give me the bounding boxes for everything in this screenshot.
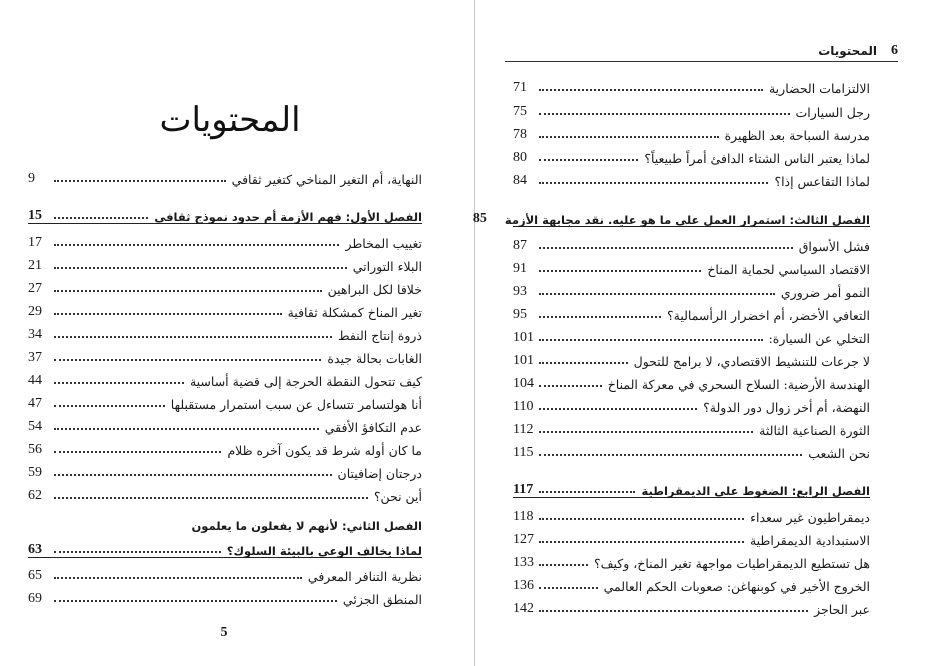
leader-dots [54,551,221,553]
entry-page: 91 [513,261,527,276]
entry-label: الالتزامات الحضارية [768,80,870,96]
leader-dots [54,600,337,602]
entry-page: 75 [513,104,527,119]
entry-page: 9 [28,171,35,186]
toc-entry [28,166,422,186]
leader-dots [539,518,744,520]
toc-entry [28,299,422,319]
leader-dots [54,290,322,292]
entry-page: 56 [28,442,42,457]
entry-page: 101 [513,330,534,345]
leader-dots [539,362,628,364]
left-page [0,0,474,666]
entry-label: مدرسة السباحة بعد الظهيرة [724,127,870,143]
toc-entry [513,302,870,322]
chapter-heading [513,476,870,498]
leader-dots [54,474,332,476]
leader-dots [539,454,802,456]
leader-dots [539,182,768,184]
toc-entry [28,230,422,250]
leader-dots [539,293,775,295]
entry-label: عبر الحاجز [814,601,870,617]
leader-dots [54,359,321,361]
page-number: 5 [220,625,228,640]
leader-dots [539,113,790,115]
leader-dots [54,244,339,246]
leader-dots [539,541,744,543]
leader-dots [54,451,221,453]
toc-entry [28,437,422,457]
leader-dots [54,428,319,430]
entry-page: 115 [513,445,534,460]
entry-page: 104 [513,376,534,391]
leader-dots [54,313,282,315]
toc-entry [28,345,422,365]
chapter-heading-line [28,514,422,532]
leader-dots [54,577,302,579]
toc-entry [513,371,870,391]
leader-dots [539,339,763,341]
toc-entry [28,414,422,434]
toc-entry [513,573,870,593]
entry-label: نظرية التنافر المعرفي [307,568,422,584]
entry-page: 118 [513,509,534,524]
chapter-label: الفصل الثالث: استمرار العمل على ما هو عليه. نقد مجابهة الأزمة [504,212,870,227]
running-head-title: المحتويات [818,44,877,58]
entry-label: أين نحن؟ [373,488,422,504]
entry-label: الاقتصاد السياسي لحماية المناخ [707,261,870,277]
chapter-label: الفصل الرابع: الضغوط على الديمقراطية [641,483,870,498]
chapter-heading [28,536,422,558]
entry-page: 29 [28,304,42,319]
leader-dots [539,270,701,272]
entry-label: هل تستطيع الديمقراطيات مواجهة تغير المناخ، وكيف؟ [593,555,870,571]
entry-page: 142 [513,601,534,616]
entry-page: 21 [28,258,42,273]
toc-entry [28,483,422,503]
entry-page: 136 [513,578,534,593]
leader-dots [54,267,347,269]
entry-page: 37 [28,350,42,365]
chapter-page: 63 [28,542,42,557]
entry-label: الغابات بحالة جيدة [327,350,422,366]
leader-dots [539,431,753,433]
entry-label: ذروة إنتاج النفط [338,327,422,343]
entry-label: الثورة الصناعية الثالثة [759,422,870,438]
leader-dots [539,408,697,410]
entry-page: 44 [28,373,42,388]
toc-entry [28,368,422,388]
toc-entry [513,168,870,188]
chapter-heading [472,205,870,227]
toc-entry [513,394,870,414]
toc-entry [513,279,870,299]
chapter-heading [28,202,422,224]
entry-label: تغير المناخ كمشكلة ثقافية [287,304,422,320]
leader-dots [54,180,226,182]
toc-entry [513,256,870,276]
leader-dots [539,385,602,387]
entry-label: رجل السيارات [795,104,870,120]
entry-label: لماذا يعتبر الناس الشتاء الدافئ أمراً طبيعياً؟ [644,150,870,166]
leader-dots [539,587,598,589]
entry-label: لماذا التقاعس إذا؟ [774,173,870,189]
chapter-page: 15 [28,208,42,223]
chapter-label: الفصل الأول: فهم الأزمة أم حدود نموذج ثقافي [154,209,422,224]
leader-dots [54,336,332,338]
entry-page: 54 [28,419,42,434]
entry-label: النهضة، أم أخر زوال دور الدولة؟ [703,399,870,415]
chapter-page: 85 [472,211,487,226]
entry-page: 34 [28,327,42,342]
entry-label: البلاء التوراتي [352,258,422,274]
leader-dots [539,564,588,566]
entry-page: 101 [513,353,534,368]
chapter-label: الفصل الثاني: لأنهم لا يفعلون ما يعلمون [191,518,422,533]
entry-label: المنطق الجزئي [342,591,422,607]
toc-heading: المحتويات [159,100,301,140]
entry-label: ما كان أوله شرط قد يكون آخره ظلام [227,442,422,458]
leader-dots [539,316,661,318]
entry-label: تغييب المخاطر [345,235,422,251]
toc-entry [513,348,870,368]
entry-page: 87 [513,238,527,253]
entry-page: 84 [513,173,527,188]
entry-page: 110 [513,399,534,414]
leader-dots [539,247,793,249]
entry-page: 93 [513,284,527,299]
entry-page: 47 [28,396,42,411]
toc-entry [28,253,422,273]
leader-dots [539,159,638,161]
entry-page: 62 [28,488,42,503]
entry-page: 95 [513,307,527,322]
chapter-page: 117 [513,482,534,497]
chapter-label: لماذا يخالف الوعي بالبيئة السلوك؟ [226,543,422,558]
toc-entry [513,99,870,119]
toc-entry [513,233,870,253]
leader-dots [539,136,719,138]
entry-label: الاستبدادية الديمقراطية [749,532,870,548]
entry-label: درجتان إضافيتان [337,465,422,481]
toc-entry [513,325,870,345]
entry-page: 59 [28,465,42,480]
entry-page: 112 [513,422,534,437]
leader-dots [539,610,808,612]
leader-dots [54,382,184,384]
toc-entry [28,391,422,411]
entry-label: ديمقراطيون غير سعداء [750,509,870,525]
entry-page: 78 [513,127,527,142]
toc-entry [513,550,870,570]
entry-label: الخروج الأخير في كوبنهاغن: صعوبات الحكم العالمي [603,578,870,594]
toc-entry [513,596,870,616]
entry-page: 65 [28,568,42,583]
entry-label: عدم التكافؤ الأفقي [324,419,422,435]
toc-entry [28,322,422,342]
entry-label: أنا هولتسامر تتساءل عن سبب استمرار مستقبلها [170,396,422,412]
entry-page: 17 [28,235,42,250]
entry-page: 71 [513,80,527,95]
running-head-page: 6 [891,43,898,58]
toc-entry [513,145,870,165]
right-page [472,0,950,666]
entry-label: خلافا لكل البراهين [327,281,422,297]
leader-dots [539,491,635,493]
toc-entry [513,504,870,524]
entry-page: 133 [513,555,534,570]
entry-label: التعافي الأخضر، أم اخضرار الرأسمالية؟ [666,307,870,323]
entry-label: فشل الأسواق [798,238,870,254]
entry-label: التخلي عن السيارة: [768,330,870,346]
entry-label: النهاية، أم التغير المناخي كتغير ثقافي [231,171,422,187]
leader-dots [539,89,763,91]
entry-page: 27 [28,281,42,296]
entry-label: كيف تتحول النقطة الحرجة إلى قضية أساسية [189,373,422,389]
leader-dots [54,217,148,219]
toc-entry [513,527,870,547]
entry-label: النمو أمر ضروري [780,284,870,300]
toc-entry [513,440,870,460]
entry-page: 69 [28,591,42,606]
toc-entry [513,75,870,95]
entry-label: الهندسة الأرضية: السلاح السحري في معركة المناخ [607,376,870,392]
toc-entry [28,276,422,296]
entry-label: نحن الشعب [808,445,870,461]
running-head [505,38,898,62]
toc-entry [28,460,422,480]
leader-dots [54,497,368,499]
toc-entry [28,563,422,583]
toc-entry [513,417,870,437]
toc-entry [28,586,422,606]
entry-label: لا جرعات للتنشيط الاقتصادي، لا برامج للتحول [633,353,870,369]
entry-page: 127 [513,532,534,547]
toc-entry [513,122,870,142]
entry-page: 80 [513,150,527,165]
leader-dots [54,405,165,407]
